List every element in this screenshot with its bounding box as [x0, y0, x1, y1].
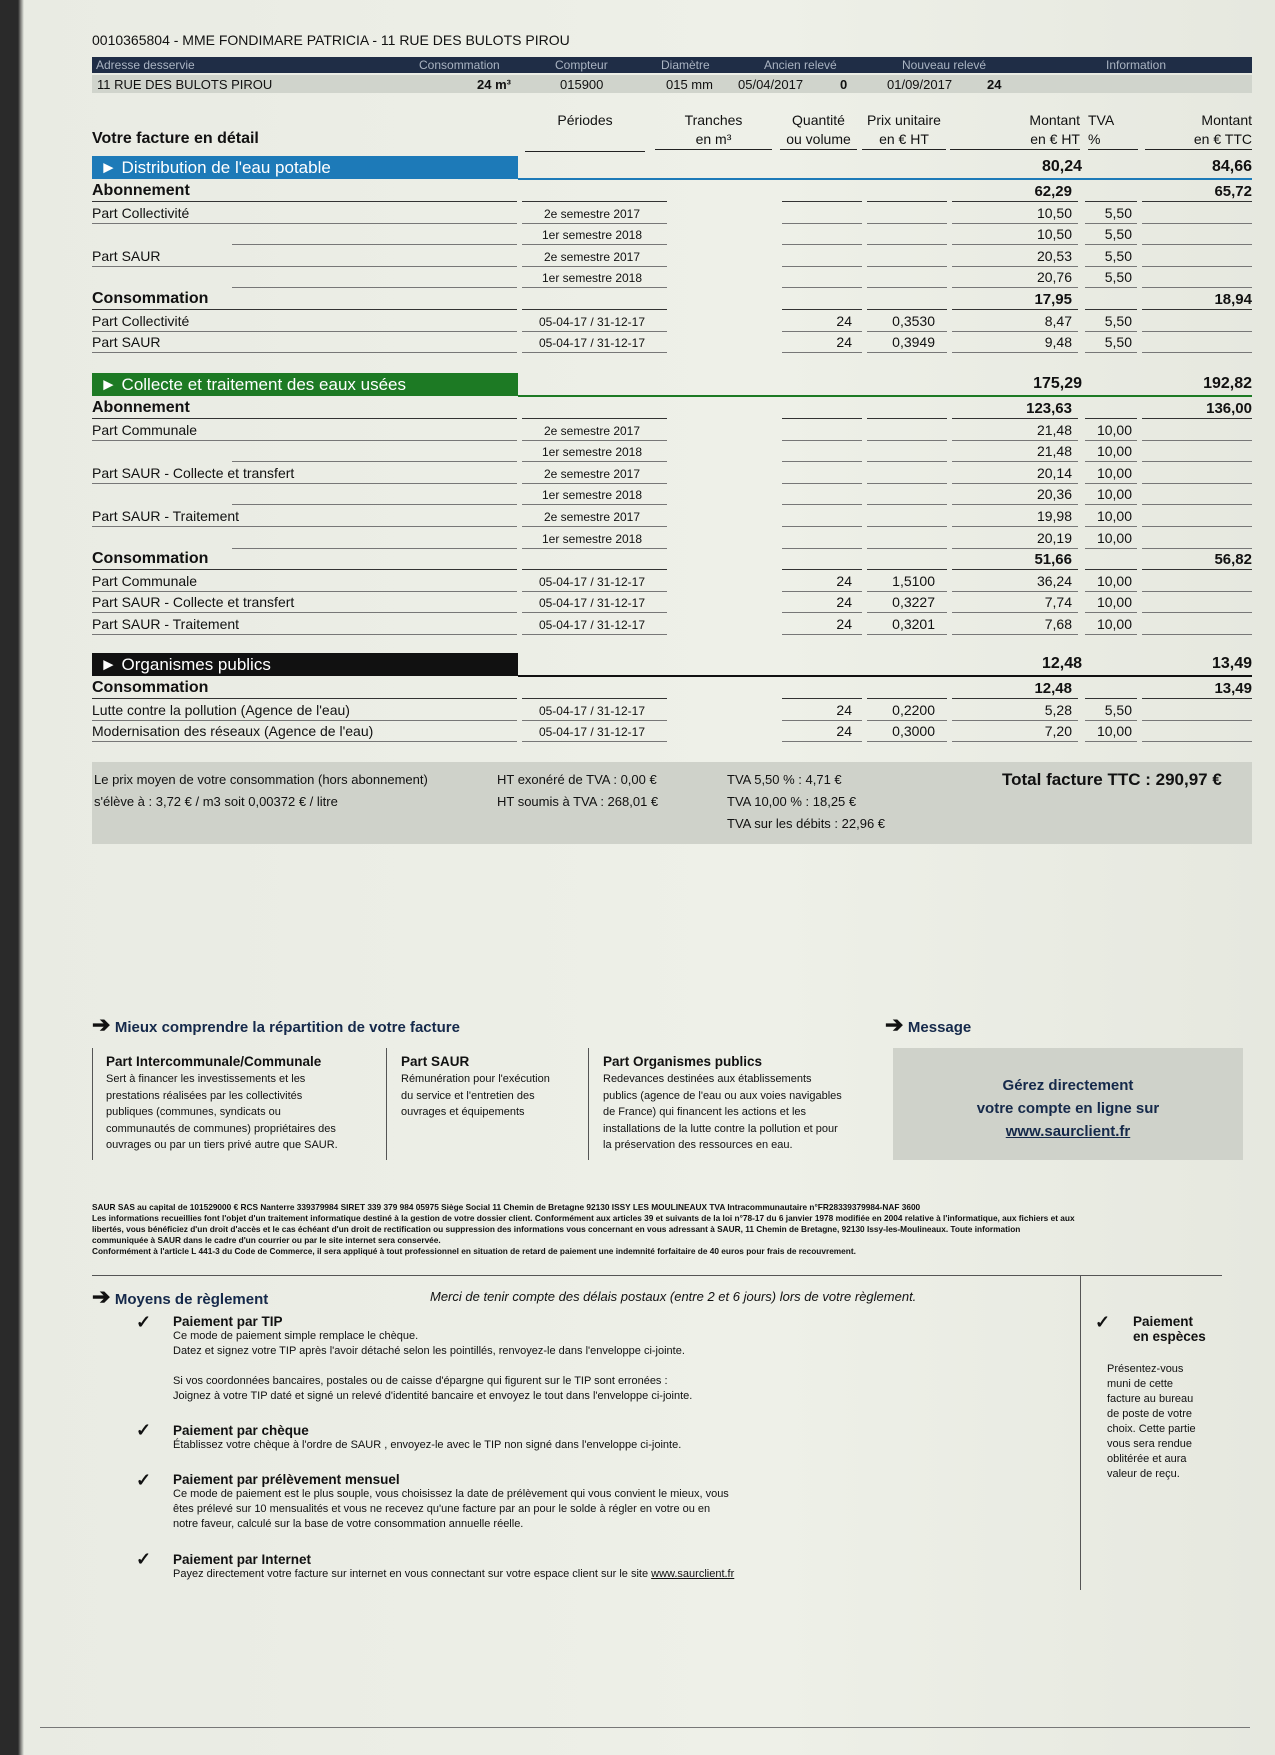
row-period: 05-04-17 / 31-12-17 — [538, 618, 646, 632]
section-rule — [518, 395, 1252, 397]
col-qty-1: Quantité — [792, 112, 845, 128]
row-amount-ttc: 56,82 — [1214, 551, 1252, 569]
col-saur — [401, 1054, 586, 1121]
col2-title: Part SAUR — [401, 1054, 470, 1069]
esp-line: valeur de reçu. — [1107, 1468, 1180, 1480]
row-label: Abonnement — [92, 399, 190, 416]
row-label: Part Collectivité — [92, 312, 190, 329]
col-pu-2: en € HT — [879, 131, 929, 147]
row-amount-ttc: 18,94 — [1214, 291, 1252, 308]
row-rule — [867, 634, 947, 635]
divider — [92, 1275, 1222, 1276]
meter-label-address: Adresse desservie — [96, 58, 195, 72]
legal-notice — [92, 1202, 1252, 1257]
check-icon: ✓ — [136, 1312, 152, 1332]
table-row — [92, 571, 1252, 592]
col2-line: Rémunération pour l'exécution — [401, 1073, 550, 1085]
row-qty: 24 — [836, 616, 852, 632]
pay-prel-line: Ce mode de paiement est le plus souple, vous choisissez la date de prélèvement qui vous convient le mieux, vous — [173, 1488, 729, 1500]
section-total-ht: 80,24 — [1041, 158, 1082, 175]
row-unit-price: 0,3227 — [892, 594, 935, 611]
row-unit-price: 0,2200 — [892, 701, 935, 718]
col-ttc — [1145, 111, 1252, 150]
row-label: Consommation — [92, 679, 209, 696]
row-rule — [867, 352, 947, 353]
check-icon: ✓ — [136, 1549, 152, 1569]
row-label: Part SAUR — [92, 247, 161, 264]
reglement-heading — [92, 1284, 268, 1310]
row-amount-ht: 36,24 — [1036, 572, 1072, 589]
row-period: 1er semestre 2018 — [541, 271, 643, 286]
row-rule — [1142, 352, 1252, 353]
message-title: Message — [907, 1019, 972, 1036]
row-label: Part SAUR - Traitement — [92, 616, 240, 632]
col1-line: Sert à financer les investissements et les — [106, 1073, 306, 1085]
row-tva: 10,00 — [1096, 421, 1132, 438]
row-rule — [522, 352, 667, 353]
row-tva: 5,50 — [1104, 247, 1132, 264]
row-label: Part Collectivité — [92, 204, 190, 221]
pay-prel-block — [173, 1472, 1053, 1532]
col-ht-2: en € HT — [1030, 131, 1080, 147]
meter-label-meter: Compteur — [555, 58, 608, 72]
row-label: Part Communale — [92, 421, 198, 438]
section-total-ttc: 192,82 — [1203, 375, 1252, 392]
esp-line: oblitérée et aura — [1107, 1453, 1187, 1465]
old-reading-index: 0 — [840, 77, 848, 92]
col-pu — [862, 111, 946, 150]
col3-line: la préservation des ressources en eau. — [603, 1139, 793, 1151]
col3-line: publics (agence de l'eau ou aux voies navigables — [603, 1089, 842, 1102]
esp-line: choix. Cette partie — [1107, 1423, 1196, 1435]
row-unit-price: 0,3000 — [892, 723, 935, 740]
row-rule — [522, 634, 667, 635]
pay-tip-title: Paiement par TIP — [173, 1314, 283, 1329]
legal-line: communiquée à SAUR dans le cadre d'un courrier ou par le site internet sera conservée. — [92, 1235, 441, 1245]
table-row — [92, 246, 1252, 267]
customer-line: 0010365804 - MME FONDIMARE PATRICIA - 11 RUE DES BULOTS PIROU — [92, 32, 570, 48]
col-organismes — [603, 1054, 888, 1154]
esp-line: muni de cette — [1107, 1378, 1174, 1390]
table-row — [92, 484, 1252, 505]
row-amount-ttc: 65,72 — [1214, 183, 1252, 200]
row-period: 05-04-17 / 31-12-17 — [538, 703, 646, 718]
row-amount-ht: 20,14 — [1036, 464, 1072, 481]
row-amount-ht: 9,48 — [1044, 334, 1072, 351]
row-rule — [952, 634, 1078, 635]
esp-line: de poste de votre — [1107, 1408, 1193, 1420]
arrow-right-icon: ➔ — [92, 1284, 111, 1309]
meter-number: 015900 — [560, 77, 604, 92]
row-tva: 5,50 — [1104, 269, 1132, 286]
divider — [1080, 1275, 1081, 1590]
tva-10: TVA 10,00 % : 18,25 € — [727, 794, 857, 809]
pay-tip-line: Ce mode de paiement simple remplace le chèque. — [173, 1330, 419, 1342]
row-amount-ht: 123,63 — [1026, 400, 1072, 417]
pay-prel-title: Paiement par prélèvement mensuel — [173, 1472, 400, 1487]
row-tva: 5,50 — [1104, 334, 1132, 351]
row-amount-ht: 21,48 — [1036, 421, 1072, 438]
row-label: Consommation — [92, 550, 209, 568]
row-amount-ht: 20,36 — [1036, 486, 1072, 503]
row-qty: 24 — [836, 594, 852, 611]
row-tva: 10,00 — [1096, 486, 1132, 503]
reglement-title: Moyens de règlement — [114, 1291, 269, 1308]
row-label: Lutte contre la pollution (Agence de l'eau) — [92, 701, 350, 718]
row-label: Abonnement — [92, 182, 190, 199]
row-rule — [867, 741, 947, 742]
table-row — [92, 311, 1252, 332]
col3-line: installations de la lutte contre la pollution et pour — [603, 1122, 838, 1135]
row-period: 2e semestre 2017 — [543, 510, 641, 524]
comprendre-title: Mieux comprendre la répartition de votre facture — [114, 1019, 460, 1036]
new-reading-date: 01/09/2017 — [887, 77, 953, 92]
row-amount-ht: 7,74 — [1044, 594, 1072, 611]
row-period: 1er semestre 2018 — [541, 488, 643, 503]
section-total-ht: 12,48 — [1041, 655, 1082, 672]
esp-line: facture au bureau — [1107, 1393, 1194, 1405]
row-period: 05-04-17 / 31-12-17 — [538, 314, 646, 329]
row-unit-price: 0,3201 — [892, 616, 935, 632]
tva-debits: TVA sur les débits : 22,96 € — [727, 816, 886, 831]
row-period: 1er semestre 2018 — [541, 531, 643, 546]
col2-line: ouvrages et équipements — [401, 1106, 525, 1118]
legal-line: Les informations recueillies font l'objet d'un traitement informatique destiné à la gestion de votre dossier client. Conformément aux articles 39 et suivants de la loi n°78-17 du 6 janvier 1978 modifiée en 2004 relative à l'informatique, aux fichiers et aux — [92, 1213, 1075, 1223]
tva-5-5: TVA 5,50 % : 4,71 € — [727, 772, 842, 787]
summary-band — [92, 762, 1252, 844]
row-period: 05-04-17 / 31-12-17 — [538, 574, 646, 589]
arrow-right-icon: ➔ — [92, 1012, 111, 1037]
subtotal-row — [92, 549, 1252, 570]
meter-label-new: Nouveau relevé — [902, 58, 987, 72]
row-tva: 5,50 — [1104, 701, 1132, 718]
pay-cheque-title: Paiement par chèque — [173, 1423, 309, 1438]
section-rule — [518, 178, 1252, 180]
subtotal-row — [92, 398, 1252, 419]
esp-line: vous sera rendue — [1107, 1438, 1192, 1450]
col1-title: Part Intercommunale/Communale — [106, 1054, 322, 1069]
row-tva: 10,00 — [1096, 464, 1132, 481]
table-row — [92, 614, 1252, 635]
row-qty: 24 — [836, 723, 852, 740]
row-amount-ht: 10,50 — [1036, 226, 1072, 243]
row-rule — [522, 741, 667, 742]
row-tva: 10,00 — [1096, 616, 1132, 632]
row-unit-price: 1,5100 — [892, 572, 935, 589]
avg-price-line2: s'élève à : 3,72 € / m3 soit 0,00372 € / litre — [94, 794, 338, 809]
col2-line: du service et l'entretien des — [401, 1089, 535, 1102]
pay-prel-line: êtes prélevé sur 10 mensualités et vous ne recevez qu'une facture par an pour le solde à régler en votre ou en — [173, 1503, 711, 1515]
row-rule — [1085, 741, 1137, 742]
pay-tip-line: Datez et signez votre TIP après l'avoir détaché selon les pointillés, renvoyez-le dans l'enveloppe ci-jointe. — [173, 1345, 685, 1357]
row-qty: 24 — [836, 572, 852, 589]
col-ttc-2: en € TTC — [1193, 131, 1252, 147]
row-tva: 10,00 — [1096, 443, 1132, 460]
col1-line: prestations réalisées par les collectivités — [106, 1089, 303, 1102]
pay-especes-text — [1107, 1362, 1237, 1482]
col-tranches-2: en m³ — [695, 131, 732, 147]
row-tva: 5,50 — [1104, 312, 1132, 329]
col1-line: ouvrages ou par un tiers privé autre que SAUR. — [106, 1139, 338, 1151]
table-row — [92, 332, 1252, 353]
new-reading-index: 24 — [987, 77, 1002, 92]
row-rule — [952, 741, 1078, 742]
row-amount-ht: 8,47 — [1044, 312, 1072, 329]
row-rule — [92, 741, 517, 742]
col-qty — [780, 111, 857, 150]
total-ttc: Total facture TTC : 290,97 € — [1002, 770, 1222, 789]
table-row — [92, 441, 1252, 462]
row-period: 05-04-17 / 31-12-17 — [538, 596, 646, 611]
section-bar: ► Distribution de l'eau potable — [92, 156, 518, 179]
arrow-right-icon: ➔ — [885, 1012, 904, 1037]
message-line1: Gérez directement — [1002, 1077, 1134, 1094]
ht-taxed: HT soumis à TVA : 268,01 € — [497, 794, 659, 809]
section-total-ttc: 13,49 — [1211, 655, 1252, 672]
row-rule — [92, 352, 517, 353]
row-label: Part SAUR - Traitement — [92, 508, 240, 524]
row-qty: 24 — [836, 334, 852, 351]
subtotal-row — [92, 181, 1252, 202]
section-total-ht: 175,29 — [1033, 375, 1082, 392]
row-amount-ht: 17,95 — [1034, 291, 1072, 308]
pay-prel-line: notre faveur, calculé sur la base de votre consommation annuelle réelle. — [173, 1518, 524, 1530]
row-rule — [1085, 634, 1137, 635]
row-label: Modernisation des réseaux (Agence de l'eau) — [92, 723, 374, 740]
row-unit-price: 0,3530 — [892, 312, 935, 329]
row-rule — [92, 634, 517, 635]
pay-tip-line: Si vos coordonnées bancaires, postales ou de caisse d'épargne qui figurent sur le TIP sont erronées : — [173, 1375, 668, 1387]
row-amount-ht: 10,50 — [1036, 204, 1072, 221]
row-label: Consommation — [92, 290, 209, 307]
meter-label-diameter: Diamètre — [661, 58, 710, 72]
row-tva: 10,00 — [1096, 723, 1132, 740]
message-line2: votre compte en ligne sur — [976, 1100, 1160, 1117]
row-amount-ht: 20,53 — [1036, 247, 1072, 264]
row-label: Part SAUR - Collecte et transfert — [92, 464, 295, 481]
row-amount-ht: 51,66 — [1034, 551, 1072, 569]
pay-tip-line: Joignez à votre TIP daté et signé un relevé d'identité bancaire et envoyez le tout dans l'enveloppe ci-jointe. — [173, 1390, 693, 1402]
esp-line: Présentez-vous — [1107, 1363, 1184, 1375]
table-row — [92, 224, 1252, 245]
row-label: Part SAUR — [92, 334, 161, 351]
row-period: 05-04-17 / 31-12-17 — [538, 725, 646, 740]
row-rule — [1142, 741, 1252, 742]
row-period: 05-04-17 / 31-12-17 — [538, 336, 646, 351]
comprendre-heading — [92, 1012, 460, 1038]
section-bar: ► Organismes publics — [92, 653, 518, 676]
row-tva: 10,00 — [1096, 508, 1132, 524]
col1-line: publiques (communes, syndicats ou — [106, 1106, 281, 1118]
row-amount-ht: 5,28 — [1044, 701, 1072, 718]
row-rule — [782, 741, 862, 742]
row-tva: 10,00 — [1096, 594, 1132, 611]
legal-line: SAUR SAS au capital de 101529000 € RCS Nanterre 339379984 SIRET 339 379 984 05975 Siège Social 11 Chemin de Bretagne 92130 ISSY LES MOULINEAUX TVA Intracommunautaire n°FR28339379984-NAF 3600 — [92, 1202, 921, 1212]
meter-diameter: 015 mm — [666, 77, 713, 92]
saurclient-link[interactable]: www.saurclient.fr — [1005, 1123, 1131, 1140]
pay-cheque-block — [173, 1423, 1053, 1453]
check-icon: ✓ — [136, 1470, 152, 1490]
pay-especes-block — [1133, 1314, 1243, 1344]
col-ht — [950, 111, 1080, 150]
col-tva-2: % — [1088, 131, 1101, 147]
meter-values-row — [92, 75, 1252, 93]
row-amount-ht: 19,98 — [1036, 508, 1072, 524]
message-box — [893, 1048, 1243, 1160]
row-tva: 5,50 — [1104, 226, 1132, 243]
meter-consumption: 24 m³ — [477, 77, 511, 92]
row-unit-price: 0,3949 — [892, 334, 935, 351]
row-amount-ht: 62,29 — [1034, 183, 1072, 200]
row-amount-ht: 21,48 — [1036, 443, 1072, 460]
col-tva — [1088, 111, 1138, 150]
check-icon: ✓ — [1095, 1312, 1111, 1332]
section-rule — [518, 675, 1252, 677]
row-amount-ttc: 136,00 — [1206, 400, 1252, 417]
legal-line: libertés, vous bénéficiez d'un droit d'accès et le cas échéant d'un droit de rectification ou suppression des informations vous concernant en vous adressant à SAUR, 11 Chemin de Bretagne, 92130 Issy-les-Moulineaux. Toute information — [92, 1224, 1021, 1234]
col-tva-1: TVA — [1088, 112, 1115, 128]
col-tranches — [655, 111, 772, 150]
row-period: 2e semestre 2017 — [543, 466, 641, 481]
avg-price-line1: Le prix moyen de votre consommation (hors abonnement) — [94, 772, 428, 787]
row-rule — [782, 634, 862, 635]
detail-title: Votre facture en détail — [92, 130, 259, 147]
row-rule — [1085, 352, 1137, 353]
pay-esp-title2: en espèces — [1133, 1329, 1206, 1344]
col-pu-1: Prix unitaire — [867, 112, 941, 128]
row-amount-ht: 20,19 — [1036, 529, 1072, 546]
row-qty: 24 — [836, 701, 852, 718]
legal-line: Conformément à l'article L 441-3 du Code de Commerce, il sera appliqué à tout professionnel en situation de retard de paiement une indemnité forfaitaire de 40 euros pour frais de recouvrement. — [92, 1246, 856, 1256]
pay-cheque-line: Établissez votre chèque à l'ordre de SAUR , envoyez-le avec le TIP non signé dans l'enveloppe ci-jointe. — [173, 1439, 682, 1451]
col1-line: communautés de communes) propriétaires des — [106, 1122, 336, 1135]
ht-exempt: HT exonéré de TVA : 0,00 € — [497, 772, 657, 787]
pay-esp-title1: Paiement — [1133, 1314, 1194, 1329]
table-row — [92, 528, 1252, 549]
row-label: Part SAUR - Collecte et transfert — [92, 594, 295, 611]
pay-net-title: Paiement par Internet — [173, 1552, 312, 1567]
table-row — [92, 700, 1252, 721]
row-period: 1er semestre 2018 — [541, 228, 643, 243]
col3-title: Part Organismes publics — [603, 1054, 763, 1069]
table-row — [92, 592, 1252, 613]
table-row — [92, 267, 1252, 288]
divider — [386, 1048, 387, 1160]
section-total-ttc: 84,66 — [1211, 158, 1252, 175]
row-label: Part Communale — [92, 572, 198, 589]
row-rule — [952, 352, 1078, 353]
message-heading — [885, 1012, 971, 1038]
table-row — [92, 420, 1252, 441]
row-qty: 24 — [836, 312, 852, 329]
col-periods: Périodes — [557, 112, 613, 128]
table-row — [92, 721, 1252, 742]
row-period: 1er semestre 2018 — [541, 445, 643, 460]
col-tranches-1: Tranches — [684, 112, 743, 128]
meter-label-old: Ancien relevé — [764, 58, 837, 72]
row-amount-ht: 7,20 — [1044, 723, 1072, 740]
pay-net-block — [173, 1552, 1053, 1582]
col-qty-2: ou volume — [786, 131, 851, 147]
pay-net-line: Payez directement votre facture sur internet en vous connectant sur votre espace client sur le site — [173, 1568, 649, 1580]
row-rule — [782, 352, 862, 353]
col3-line: de France) qui financent les actions et les — [603, 1106, 807, 1118]
check-icon: ✓ — [136, 1420, 152, 1440]
table-row — [92, 506, 1252, 527]
meter-address: 11 RUE DES BULOTS PIROU — [97, 77, 273, 92]
col-ttc-1: Montant — [1201, 112, 1252, 128]
meter-label-consumption: Consommation — [419, 58, 500, 72]
subtotal-row — [92, 678, 1252, 699]
row-period: 2e semestre 2017 — [543, 206, 641, 221]
row-tva: 10,00 — [1096, 529, 1132, 546]
table-row — [92, 463, 1252, 484]
meter-label-info: Information — [1106, 58, 1167, 72]
row-tva: 5,50 — [1104, 204, 1132, 221]
subtotal-row — [92, 289, 1252, 310]
row-period: 2e semestre 2017 — [543, 249, 641, 264]
row-tva: 10,00 — [1096, 572, 1132, 589]
saurclient-link[interactable]: www.saurclient.fr — [651, 1568, 735, 1580]
pay-tip-block — [173, 1314, 1053, 1404]
divider — [588, 1048, 589, 1160]
meter-header-bar — [92, 57, 1252, 73]
row-amount-ht: 12,48 — [1034, 680, 1072, 697]
col-periods-rule — [525, 111, 645, 152]
col3-line: Redevances destinées aux établissements — [603, 1073, 812, 1085]
col-intercommunale — [106, 1054, 381, 1154]
divider — [40, 1727, 1250, 1728]
old-reading-date: 05/04/2017 — [738, 77, 804, 92]
row-period: 2e semestre 2017 — [543, 423, 641, 438]
row-rule — [1142, 634, 1252, 635]
row-amount-ht: 20,76 — [1036, 269, 1072, 286]
row-amount-ht: 7,68 — [1044, 616, 1072, 632]
section-bar: ► Collecte et traitement des eaux usées — [92, 373, 518, 396]
col-ht-1: Montant — [1029, 112, 1080, 128]
row-amount-ttc: 13,49 — [1214, 680, 1252, 697]
table-row — [92, 203, 1252, 224]
reglement-note: Merci de tenir compte des délais postaux (entre 2 et 6 jours) lors de votre règlement. — [430, 1289, 917, 1304]
